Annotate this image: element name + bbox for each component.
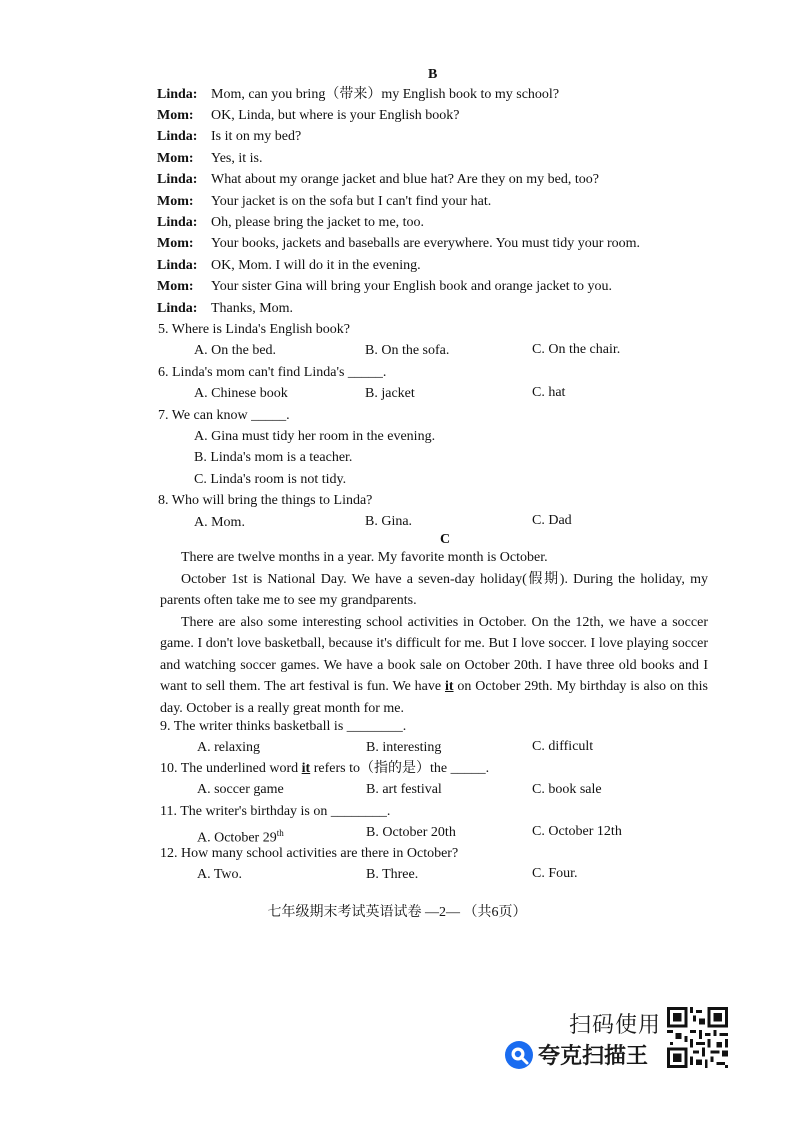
- speaker: Mom:: [157, 194, 194, 209]
- paragraph-text: on October 29th. My birthday is also on this day. October is a really great month for me.: [160, 679, 708, 716]
- scan-prompt: 扫码使用: [569, 1013, 662, 1038]
- question-stem: [160, 760, 489, 778]
- dialogue-line: [157, 193, 491, 211]
- option-c[interactable]: C. Dad: [532, 513, 572, 528]
- utterance: Is it on my bed?: [211, 129, 302, 144]
- utterance: Mom, can you bring（带来）my English book to my school?: [211, 87, 560, 102]
- option-b[interactable]: B. Three.: [366, 867, 419, 882]
- dialogue-line: [157, 235, 640, 253]
- option-a[interactable]: A. soccer game: [197, 782, 284, 797]
- speaker: Linda:: [157, 129, 198, 144]
- dialogue-line: [157, 86, 559, 104]
- question-stem: 7. We can know _____.: [158, 408, 290, 423]
- option-b[interactable]: B. interesting: [366, 740, 442, 755]
- utterance: Thanks, Mom.: [211, 301, 294, 316]
- speaker: Mom:: [157, 279, 194, 294]
- utterance: OK, Mom. I will do it in the evening.: [211, 258, 421, 273]
- option-c[interactable]: C. Linda's room is not tidy.: [194, 472, 347, 487]
- app-name: 夸克扫描王: [538, 1044, 649, 1069]
- utterance: What about my orange jacket and blue hat? Are they on my bed, too?: [211, 172, 599, 187]
- dialogue-line: [157, 150, 263, 168]
- option-c[interactable]: C. October 12th: [532, 824, 622, 839]
- qr-code-icon[interactable]: [667, 1007, 728, 1068]
- utterance: Your sister Gina will bring your English book and orange jacket to you.: [211, 279, 613, 294]
- paragraph: [160, 612, 708, 720]
- speaker: Mom:: [157, 108, 194, 123]
- dialogue-line: [157, 171, 599, 189]
- option-a[interactable]: A. Two.: [197, 867, 243, 882]
- speaker: Mom:: [157, 236, 194, 251]
- speaker: Linda:: [157, 87, 198, 102]
- option-text: A. October 29: [197, 830, 277, 846]
- quark-logo-icon: [504, 1040, 534, 1070]
- stem-text: 10. The underlined word: [160, 761, 302, 776]
- question-stem: 5. Where is Linda's English book?: [158, 322, 351, 337]
- dialogue-line: [157, 257, 421, 275]
- option-a[interactable]: A. Gina must tidy her room in the evening.: [194, 429, 436, 444]
- speaker: Linda:: [157, 215, 198, 230]
- underlined-word: it: [301, 761, 311, 776]
- question-stem: 12. How many school activities are there in October?: [160, 846, 459, 861]
- utterance: Your books, jackets and baseballs are everywhere. You must tidy your room.: [211, 236, 641, 251]
- option-a[interactable]: A. On the bed.: [194, 343, 277, 358]
- utterance: Yes, it is.: [211, 151, 263, 166]
- option-c[interactable]: C. On the chair.: [532, 342, 621, 357]
- option-c[interactable]: C. Four.: [532, 866, 578, 881]
- dialogue-line: [157, 107, 459, 125]
- superscript: th: [276, 828, 284, 838]
- page-footer: 七年级期末考试英语试卷 —2— （共6页）: [267, 905, 527, 920]
- dialogue-line: [157, 278, 612, 296]
- underlined-word: it: [444, 679, 454, 694]
- option-a[interactable]: A. relaxing: [197, 740, 260, 755]
- option-b[interactable]: B. On the sofa.: [365, 343, 450, 358]
- option-c[interactable]: C. hat: [532, 385, 566, 400]
- option-b[interactable]: B. jacket: [365, 386, 415, 401]
- section-b-title: B: [428, 67, 438, 82]
- option-b[interactable]: B. Linda's mom is a teacher.: [194, 450, 353, 465]
- dialogue-line: [157, 214, 424, 232]
- option-c[interactable]: C. difficult: [532, 739, 594, 754]
- utterance: Oh, please bring the jacket to me, too.: [211, 215, 425, 230]
- paragraph: October 1st is National Day. We have a seven-day holiday(假期). During the holiday, my parents often take me to see my grandparents.: [160, 571, 708, 608]
- dialogue-line: [157, 300, 293, 318]
- utterance: OK, Linda, but where is your English book?: [211, 108, 460, 123]
- utterance: Your jacket is on the sofa but I can't find your hat.: [211, 194, 492, 209]
- question-stem: 6. Linda's mom can't find Linda's _____.: [158, 365, 387, 380]
- paragraph: There are twelve months in a year. My favorite month is October.: [181, 550, 548, 565]
- option-a[interactable]: A. Mom.: [194, 515, 245, 530]
- option-b[interactable]: B. October 20th: [366, 825, 456, 840]
- question-stem: 9. The writer thinks basketball is ________.: [160, 719, 407, 734]
- speaker: Linda:: [157, 258, 198, 273]
- option-a[interactable]: A. Chinese book: [194, 386, 288, 401]
- option-b[interactable]: B. art festival: [366, 782, 442, 797]
- option-c[interactable]: C. book sale: [532, 782, 602, 797]
- speaker: Linda:: [157, 172, 198, 187]
- question-stem: 8. Who will bring the things to Linda?: [158, 493, 373, 508]
- speaker: Mom:: [157, 151, 194, 166]
- paragraph-text: There are also some interesting school activities in October. On the 12th, we have a soccer game. I don't love basketball, because it's difficult for me. But I love soccer. I love playing soccer and watching soccer games. We have a book sale on October 20th. I have three old books and I want to sell them. The art festival is fun. We have: [160, 614, 708, 694]
- option-b[interactable]: B. Gina.: [365, 514, 413, 529]
- section-c-title: C: [440, 532, 451, 547]
- stem-text: refers to（指的是）the _____.: [310, 761, 490, 776]
- speaker: Linda:: [157, 301, 198, 316]
- dialogue-line: [157, 128, 301, 146]
- reading-passage: [160, 547, 708, 719]
- question-stem: 11. The writer's birthday is on ________.: [160, 804, 391, 819]
